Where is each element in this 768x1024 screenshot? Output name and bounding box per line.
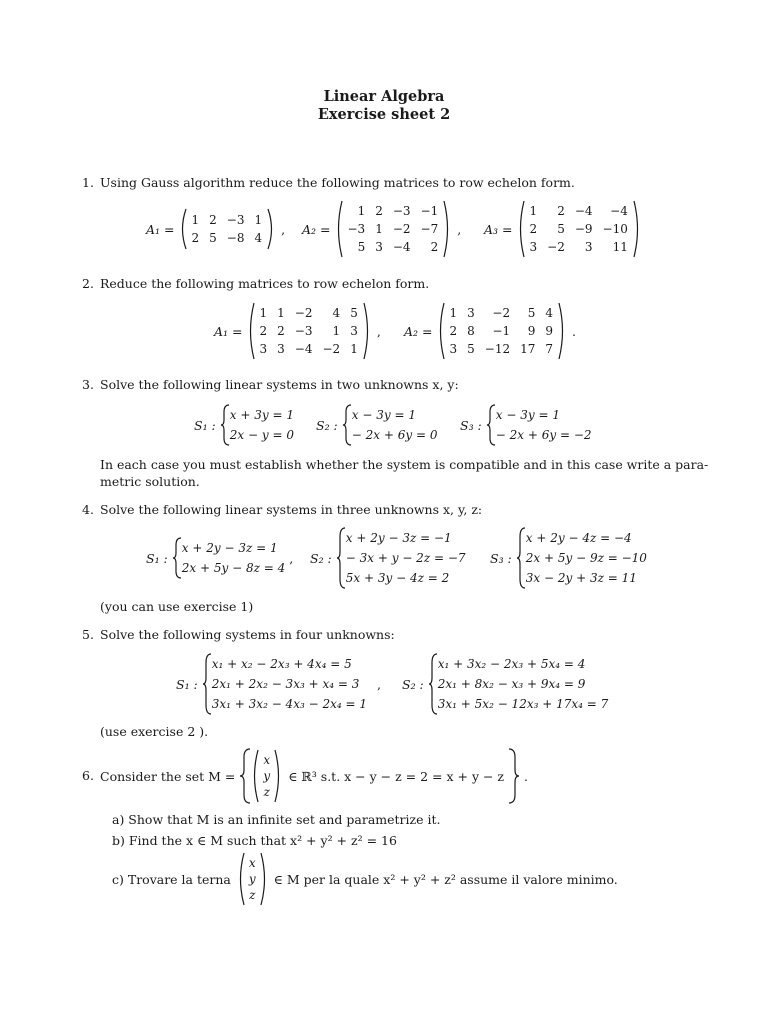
vector-xyz: x y z: [248, 856, 256, 902]
period: .: [524, 768, 528, 784]
exercise-5-number: 5.: [82, 627, 94, 642]
matrix-table: 1 2 −4 −4 2 5 −9 −10 3 −2 3 11: [529, 204, 628, 254]
equations: x + 2y − 3z = −1 − 3x + y − 2z = −7 5x + 3y − 4z = 2: [345, 531, 466, 585]
left-brace-icon: [220, 404, 230, 446]
system-label: S₂ :: [316, 417, 338, 433]
exercise-6-part-c: [112, 852, 618, 906]
equations: x + 2y − 3z = 1 2x + 5y − 8z = 4: [181, 541, 286, 575]
left-brace-icon: [172, 537, 182, 579]
exercise-5-note: (use exercise 2 ).: [100, 724, 209, 739]
right-paren-icon: [267, 208, 275, 250]
left-paren-icon: [251, 749, 259, 803]
left-paren-icon: [335, 200, 343, 258]
matrix-label: A₂ =: [404, 323, 433, 339]
left-brace-icon: [342, 404, 352, 446]
system-label: S₂ :: [402, 676, 424, 692]
equations: x + 2y − 4z = −4 2x + 5y − 9z = −10 3x − 2y + 3z = 11: [525, 531, 647, 585]
left-paren-icon: [179, 208, 187, 250]
matrix-A2-ex1: [302, 200, 461, 258]
equations: x₁ + 3x₂ − 2x₃ + 5x₄ = 4 2x₁ + 8x₂ − x₃ + 9x₄ = 9 3x₁ + 5x₂ − 12x₃ + 17x₄ = 7: [437, 657, 609, 711]
vector-xyz: x y z: [263, 753, 271, 799]
matrix-label: A₂ =: [302, 221, 331, 237]
left-brace-icon: [239, 748, 251, 804]
matrix-label: A₃ =: [484, 221, 513, 237]
matrix-table: 1 3 −2 5 4 2 8 −1 9 9 3 5 −12 17 7: [449, 306, 554, 356]
matrix-A3-ex1: [484, 200, 641, 258]
equations: x − 3y = 1 − 2x + 6y = 0: [351, 408, 438, 442]
exercise-2-text: Reduce the following matrices to row echelon form.: [100, 276, 430, 291]
page-subtitle: Exercise sheet 2: [317, 106, 451, 123]
left-brace-icon: [336, 527, 346, 589]
system-label: S₃ :: [490, 550, 512, 566]
page-title: Linear Algebra: [323, 88, 445, 105]
matrix-table: 1 1 −2 4 5 2 2 −3 1 3 3 3 −4 −2 1: [259, 306, 358, 356]
separator: ,: [281, 221, 286, 237]
matrix-table: 1 2 −3 −1 −3 1 −2 −7 5 3 −4 2: [347, 204, 439, 254]
left-paren-icon: [517, 200, 525, 258]
matrix-label: A₁ =: [214, 323, 243, 339]
system-label: S₃ :: [460, 417, 482, 433]
left-brace-icon: [486, 404, 496, 446]
exercise-3-note-line1: In each case you must establish whether the system is compatible and in this case write a para-: [100, 457, 709, 472]
set-definition: [100, 748, 528, 804]
exercise-6-part-b: b) Find the x ∈ M such that x² + y² + z² = 16: [112, 833, 397, 848]
part-c-text: ∈ M per la quale x² + y² + z² assume il valore minimo.: [273, 871, 618, 887]
system-S1-ex5: [176, 653, 381, 715]
part-c-intro: c) Trovare la terna: [112, 871, 231, 887]
exercise-3-note-line2: metric solution.: [100, 474, 200, 489]
period: .: [572, 323, 577, 339]
separator: ,: [457, 221, 462, 237]
matrix-label: A₁ =: [146, 221, 175, 237]
matrix-A2-ex2: [404, 302, 576, 360]
left-paren-icon: [237, 852, 245, 906]
matrix-A1-ex1: [146, 208, 285, 250]
system-label: S₁ :: [146, 550, 168, 566]
right-paren-icon: [274, 749, 282, 803]
exercise-3-number: 3.: [82, 377, 94, 392]
exercise-4-text: Solve the following linear systems in three unknowns x, y, z:: [100, 502, 483, 517]
matrix-table: 1 2 −3 1 2 5 −8 4: [191, 213, 263, 245]
system-label: S₁ :: [176, 676, 198, 692]
left-brace-icon: [202, 653, 212, 715]
left-brace-icon: [516, 527, 526, 589]
separator: ,: [377, 676, 381, 692]
system-S3-ex4: [490, 527, 647, 589]
right-paren-icon: [443, 200, 451, 258]
exercise-5-text: Solve the following systems in four unknowns:: [100, 627, 395, 642]
exercise-1-text: Using Gauss algorithm reduce the following matrices to row echelon form.: [100, 175, 575, 190]
system-S2-ex3: [316, 404, 437, 446]
right-paren-icon: [363, 302, 371, 360]
system-S1-ex3: [194, 404, 294, 446]
right-paren-icon: [260, 852, 268, 906]
exercise-6-number: 6.: [82, 768, 94, 783]
set-intro-text: Consider the set M =: [100, 768, 236, 784]
system-S1-ex4: [146, 537, 293, 579]
exercise-3-text: Solve the following linear systems in two unknowns x, y:: [100, 377, 459, 392]
exercise-4-number: 4.: [82, 502, 94, 517]
exercise-2-number: 2.: [82, 276, 94, 291]
left-paren-icon: [247, 302, 255, 360]
separator: ,: [289, 550, 294, 566]
system-S3-ex3: [460, 404, 592, 446]
system-label: S₂ :: [310, 550, 332, 566]
equations: x − 3y = 1 − 2x + 6y = −2: [495, 408, 592, 442]
left-brace-icon: [428, 653, 438, 715]
left-paren-icon: [437, 302, 445, 360]
set-condition: ∈ ℝ³ s.t. x − y − z = 2 = x + y − z: [288, 768, 505, 784]
system-label: S₁ :: [194, 417, 216, 433]
equations: x + 3y = 1 2x − y = 0: [229, 408, 294, 442]
right-paren-icon: [558, 302, 566, 360]
system-S2-ex5: [402, 653, 608, 715]
system-S2-ex4: [310, 527, 466, 589]
exercise-1-number: 1.: [82, 175, 94, 190]
separator: ,: [376, 323, 381, 339]
matrix-A1-ex2: [214, 302, 381, 360]
right-paren-icon: [633, 200, 641, 258]
equations: x₁ + x₂ − 2x₃ + 4x₄ = 5 2x₁ + 2x₂ − 3x₃ + x₄ = 3 3x₁ + 3x₂ − 4x₃ − 2x₄ = 1: [211, 657, 367, 711]
exercise-6-part-a: a) Show that M is an infinite set and parametrize it.: [112, 812, 441, 827]
exercise-4-note: (you can use exercise 1): [100, 599, 254, 614]
right-brace-icon: [508, 748, 520, 804]
